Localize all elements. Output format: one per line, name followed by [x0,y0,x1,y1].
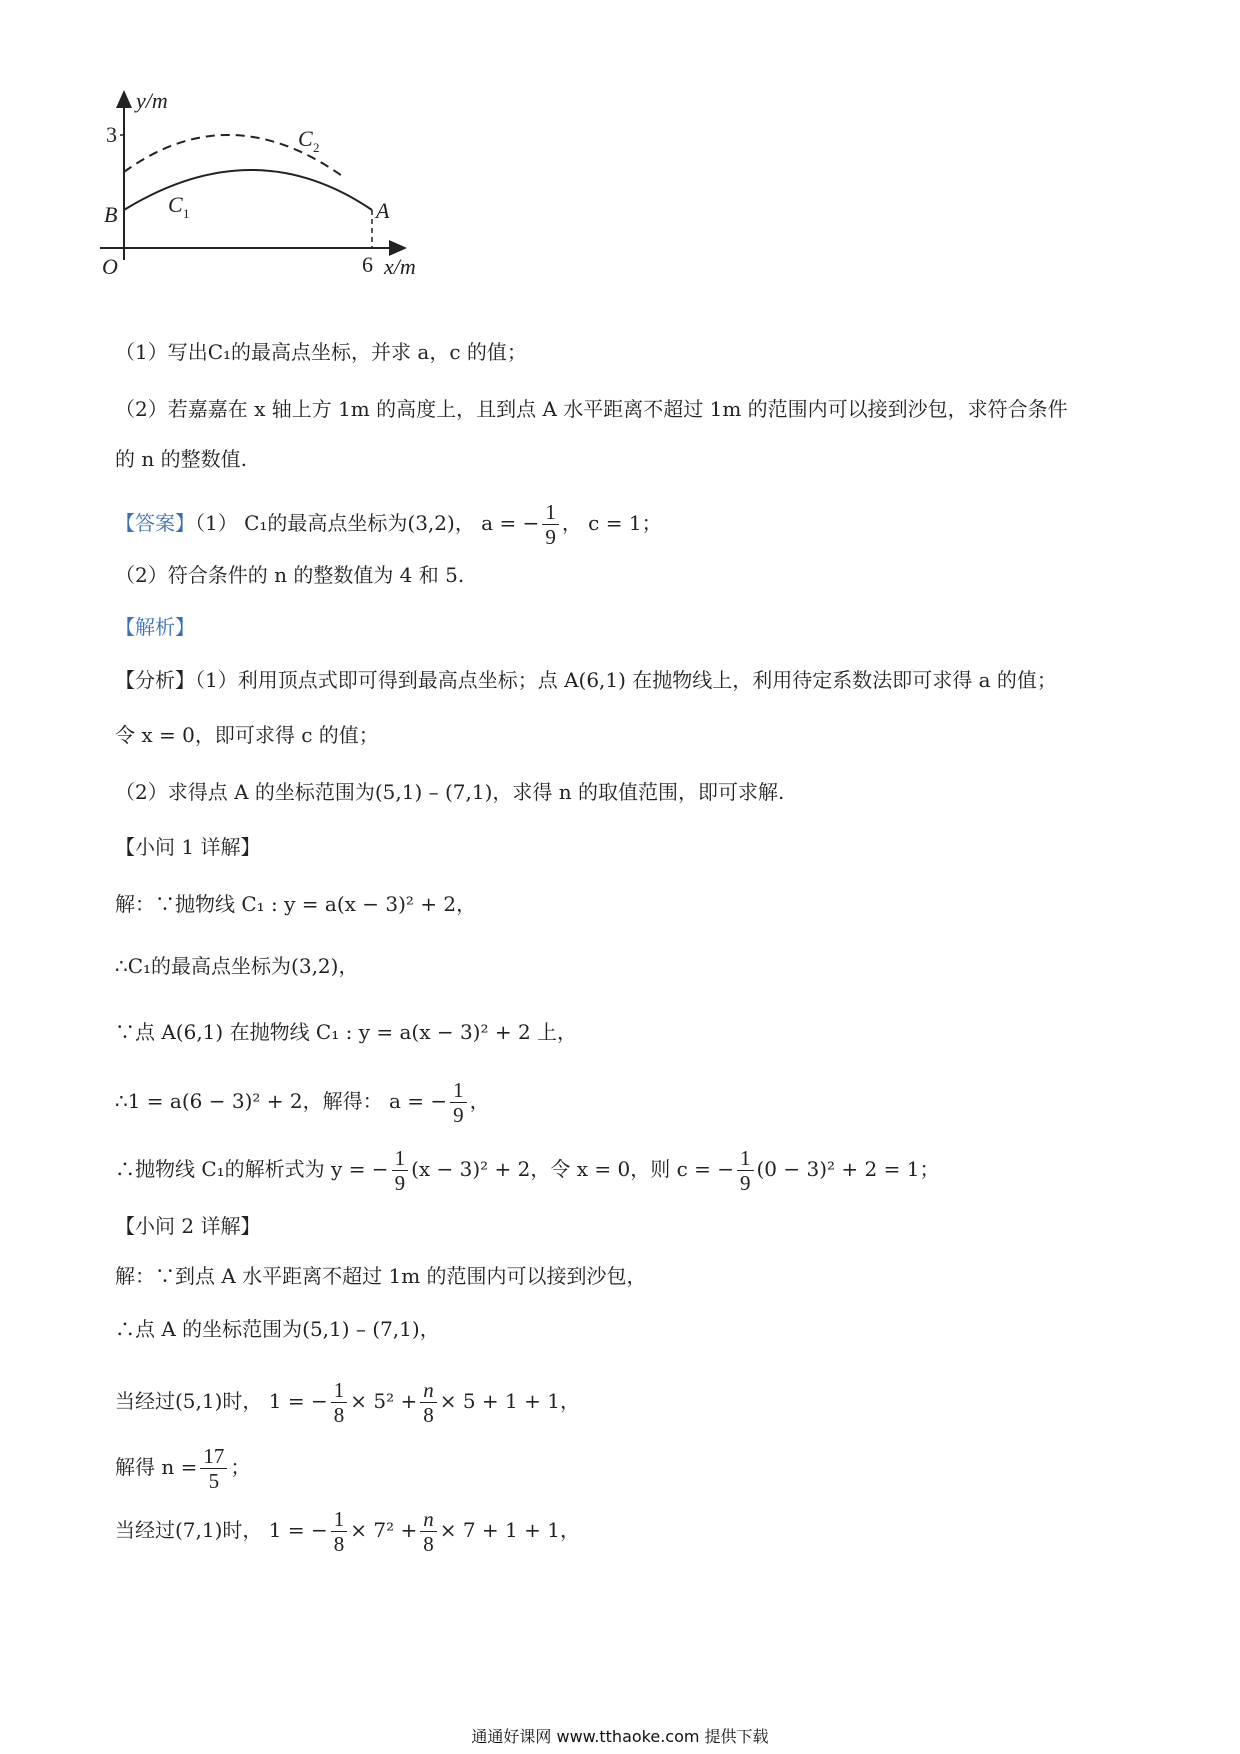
point-a-label: A [376,198,390,223]
x-tick-label: 6 [362,252,373,277]
curve-c1 [124,170,372,210]
fraction [392,1146,409,1195]
part1-step4-suffix: ， [469,1089,490,1113]
part1-step5-suffix: (0 − 3)² + 2 = 1； [756,1157,940,1181]
fraction-numerator: n [420,1378,437,1403]
fenxi-text-1: （1）利用顶点式即可得到最高点坐标；点 A(6,1) 在抛物线上，利用待定系数法即可求得 a 的值； [195,668,1057,692]
part1-step5 [115,1146,939,1195]
fenxi-line1 [115,666,1057,694]
page-footer: 通通好课网 www.tthaoke.com 提供下载 [471,1727,769,1746]
part2-step3 [115,1378,580,1427]
fraction-denominator: 9 [453,1103,464,1127]
fenxi-line2: 令 x = 0，即可求得 c 的值； [115,723,379,747]
c1-subscript: 1 [183,206,190,221]
fraction [331,1507,348,1556]
fraction [737,1146,754,1195]
fraction-denominator: 8 [333,1403,345,1427]
question-2-line2: 的 n 的整数值. [115,447,247,471]
analysis-tag: 【解析】 [115,615,195,639]
fraction-numerator: 1 [737,1146,754,1171]
fraction-numerator: 17 [200,1444,227,1469]
fraction-denominator: 9 [394,1171,406,1195]
part2-step1: 解：∵到点 A 水平距离不超过 1m 的范围内可以接到沙包， [115,1264,647,1288]
part2-step3-mid: × 5² + [350,1389,418,1413]
part2-step3-prefix: 当经过(5,1)时， 1 = − [115,1389,328,1413]
answer-1 [115,500,662,549]
x-axis-label: x/m [384,254,416,279]
answer-2: （2）符合条件的 n 的整数值为 4 和 5. [115,563,465,587]
fraction-denominator: 9 [545,525,556,549]
part1-step5-mid: (x − 3)² + 2，令 x = 0，则 c = − [411,1157,734,1181]
part1-step4 [115,1078,490,1127]
fraction-denominator: 8 [423,1532,434,1556]
answer-1-prefix: （1） C₁的最高点坐标为(3,2)， a = − [195,511,540,535]
fraction-denominator: 8 [333,1532,345,1556]
part1-step3: ∵点 A(6,1) 在抛物线 C₁ : y = a(x − 3)² + 2 上， [115,1020,578,1044]
fraction-numerator: 1 [542,500,559,525]
part2-step5-prefix: 当经过(7,1)时， 1 = − [115,1518,328,1542]
fraction [420,1378,437,1427]
part2-step5 [115,1507,580,1556]
answer-1-suffix: ， c = 1； [561,511,662,535]
fraction-denominator: 8 [423,1403,434,1427]
fraction [542,500,559,549]
fraction-denominator: 5 [208,1469,220,1493]
point-b-label: B [104,202,118,227]
answer-tag: 【答案】 [115,511,195,535]
y-tick-label: 3 [106,122,117,147]
part1-step1: 解：∵抛物线 C₁ : y = a(x − 3)² + 2， [115,892,477,916]
c1-label: C [168,192,183,217]
question-2-line1: （2）若嘉嘉在 x 轴上方 1m 的高度上，且到点 A 水平距离不超过 1m 的范围内可以接到沙包，求符合条件 [115,397,1068,421]
fraction-numerator: 1 [450,1078,467,1103]
part2-step2: ∴点 A 的坐标范围为(5,1) – (7,1)， [115,1317,440,1341]
part2-step5-mid: × 7² + [350,1518,418,1542]
question-1: （1）写出C₁的最高点坐标，并求 a，c 的值； [115,340,527,364]
part1-step5-prefix: ∴抛物线 C₁的解析式为 y = − [115,1157,389,1181]
part2-step4-suffix: ； [230,1455,251,1479]
part1-step2: ∴C₁的最高点坐标为(3,2)， [115,954,359,978]
origin-label: O [102,254,118,279]
part1-heading: 【小问 1 详解】 [115,835,261,859]
part2-step5-suffix: × 7 + 1 + 1， [439,1518,580,1542]
y-axis-label: y/m [136,88,168,113]
part2-step3-suffix: × 5 + 1 + 1， [439,1389,580,1413]
fenxi-line3: （2）求得点 A 的坐标范围为(5,1) – (7,1)，求得 n 的取值范围，即可求解. [115,780,785,804]
fraction [200,1444,227,1493]
fenxi-tag: 【分析】 [115,668,195,692]
part1-step4-prefix: ∴1 = a(6 − 3)² + 2，解得： a = − [115,1089,448,1113]
c2-label: C [298,126,313,151]
fraction-numerator: n [420,1507,437,1532]
fraction-numerator: 1 [331,1507,348,1532]
fraction [450,1078,467,1127]
parabola-figure [100,80,480,320]
fraction [331,1378,348,1427]
part2-step4-prefix: 解得 n = [115,1455,198,1479]
part2-step4 [115,1444,250,1493]
fraction-numerator: 1 [331,1378,348,1403]
c2-subscript: 2 [313,140,320,155]
fraction-denominator: 9 [740,1171,751,1195]
fraction [420,1507,437,1556]
part2-heading: 【小问 2 详解】 [115,1214,261,1238]
fraction-numerator: 1 [392,1146,409,1171]
